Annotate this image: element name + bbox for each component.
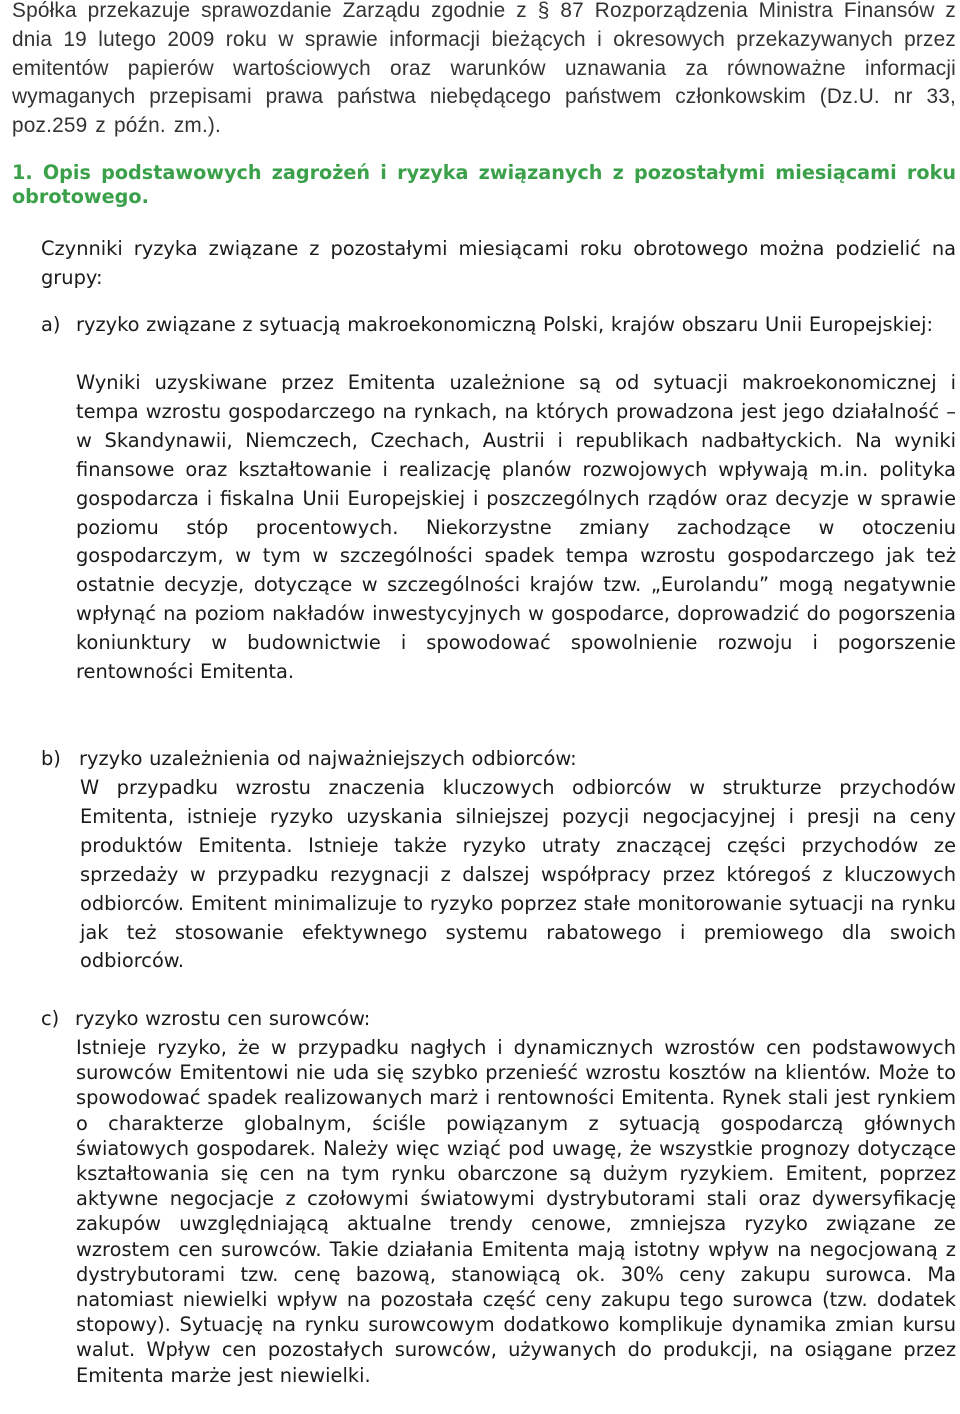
intro-paragraph: Spółka przekazuje sprawozdanie Zarządu zgodnie z § 87 Rozporządzenia Ministra Finansów z dnia 19 lutego 2009 roku w sprawie informacji bieżących i okresowych przekazywanych przez emitentów papierów wartościowych oraz warunków uznawania za równoważne informacji wymaganych przepisami prawa państwa niebędącego państwem członkowskim (Dz.U. nr 33, poz.259 z późn. zm.). — [12, 0, 956, 138]
section-intro-paragraph: Czynniki ryzyka związane z pozostałymi miesiącami roku obrotowego można podzielić na grupy: — [41, 237, 956, 289]
section-heading — [12, 161, 956, 209]
list-item-label: c) — [41, 1007, 60, 1030]
list-item-title: ryzyko wzrostu cen surowców: — [75, 1007, 371, 1030]
list-item-title: ryzyko uzależnienia od najważniejszych odbiorców: — [79, 747, 577, 770]
list-item-body: Istnieje ryzyko, że w przypadku nagłych i dynamicznych wzrostów cen podstawowych surowców Emitentowi nie uda się szybko przenieść wzrostu kosztów na klientów. Może to spowodować spadek realizowanych marż i rentowności Emitenta. Rynek stali jest rynkiem o charakterze globalnym, ściśle powiązanym z sytuacją gospodarczą głównych światowych gospodarek. Należy więc wziąć pod uwagę, że wszystkie prognozy dotyczące kształtowania się cen na tym rynku obarczone są dużym ryzykiem. Emitent, poprzez aktywne negocjacje z czołowymi światowymi dystrybutorami stali oraz dywersyfikację zakupów uwzględniającą aktualne trendy cenowe, zmniejsza ryzyko związane ze wzrostem cen surowców. Takie działania Emitenta mają istotny wpływ na negocjowaną z dystrybutorami tzw. cenę bazową, stanowiącą ok. 30% ceny zakupu surowca. Ma natomiast niewielki wpływ na pozostała część ceny zakupu tego surowca (tzw. dodatek stopowy). Sytuację na rynku surowcowym dodatkowo komplikuje dynamika zmian kursu walut. Wpływ cen pozostałych surowców, używanych do produkcji, na osiągane przez Emitenta marże jest niewielki. — [76, 1036, 956, 1387]
section-title: Opis podstawowych zagrożeń i ryzyka związanych z pozostałymi miesiącami roku obrotowego. — [12, 161, 956, 208]
list-item-label: b) — [41, 747, 61, 770]
list-item-body: Wyniki uzyskiwane przez Emitenta uzależnione są od sytuacji makroekonomicznej i tempa wzrostu gospodarczego na rynkach, na których prowadzona jest jego działalność – w Skandynawii, Niemczech, Czechach, Austrii i republikach nadbałtyckich. Na wyniki finansowe oraz kształtowanie i realizację planów rozwojowych wpływają m.in. polityka gospodarcza i fiskalna Unii Europejskiej i poszczególnych rządów oraz decyzje w sprawie poziomu stóp procentowych. Niekorzystne zmiany zachodzące w otoczeniu gospodarczym, w tym w szczególności spadek tempa wzrostu gospodarczego jak też ostatnie decyzje, dotyczące w szczególności krajów tzw. „Eurolandu” mogą negatywnie wpłynąć na poziom nakładów inwestycyjnych w gospodarce, doprowadzić do pogorszenia koniunktury w budownictwie i spowodować spowolnienie rozwoju i pogorszenie rentowności Emitenta. — [76, 371, 956, 684]
section-number: 1. — [12, 161, 33, 184]
list-item-title: ryzyko związane z sytuacją makroekonomiczną Polski, krajów obszaru Unii Europejskiej: — [76, 313, 934, 336]
list-item-label: a) — [41, 313, 61, 336]
list-item-body: W przypadku wzrostu znaczenia kluczowych odbiorców w strukturze przychodów Emitenta, istnieje ryzyko uzyskania silniejszej pozycji negocjacyjnej i presji na ceny produktów Emitenta. Istnieje także ryzyko utraty znaczącej części przychodów ze sprzedaży w przypadku rezygnacji z dalszej współpracy przez któregoś z kluczowych odbiorców. Emitent minimalizuje to ryzyko poprzez stałe monitorowanie sytuacji na rynku jak też stosowanie efektywnego systemu rabatowego i premiowego dla swoich odbiorców. — [80, 776, 956, 973]
